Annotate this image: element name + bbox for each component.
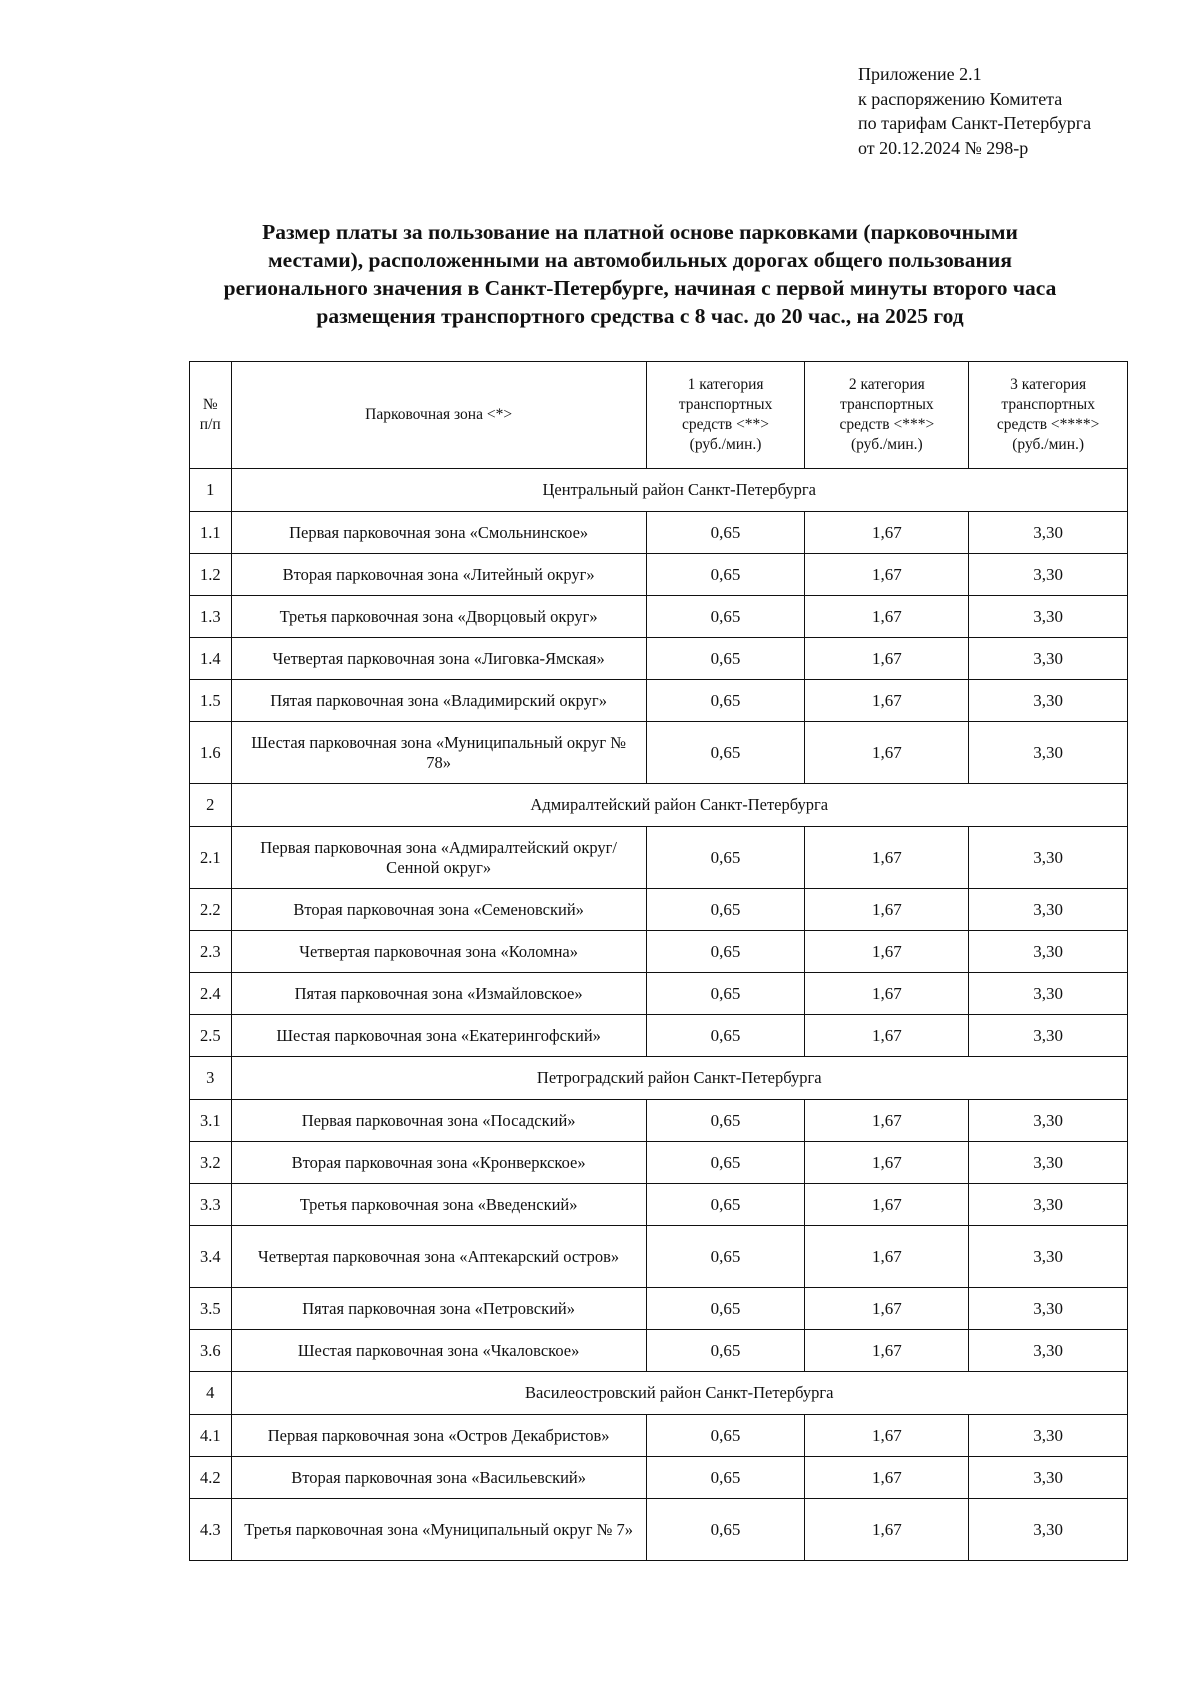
rate-category-3: 3,30 [969, 827, 1128, 889]
rate-category-3: 3,30 [969, 680, 1128, 722]
rate-category-1: 0,65 [646, 512, 805, 554]
row-number: 1.4 [190, 638, 232, 680]
rate-category-1: 0,65 [646, 554, 805, 596]
rate-category-3: 3,30 [969, 638, 1128, 680]
row-number: 3.3 [190, 1184, 232, 1226]
row-number: 3.5 [190, 1288, 232, 1330]
rate-category-1: 0,65 [646, 680, 805, 722]
rate-category-2: 1,67 [805, 1184, 969, 1226]
zone-name: Третья парковочная зона «Дворцовый округ» [231, 596, 646, 638]
rate-category-1: 0,65 [646, 638, 805, 680]
rate-category-1: 0,65 [646, 1226, 805, 1288]
row-number: 4.1 [190, 1415, 232, 1457]
header-number [190, 362, 232, 469]
rate-category-1: 0,65 [646, 1184, 805, 1226]
header-line: транспортных [840, 396, 934, 413]
district-name: Петроградский район Санкт-Петербурга [231, 1057, 1127, 1100]
table-row [190, 596, 1128, 638]
header-line: средств <****> [996, 416, 1100, 433]
rate-category-3: 3,30 [969, 1100, 1128, 1142]
zone-name: Шестая парковочная зона «Чкаловское» [231, 1330, 646, 1372]
row-number: 1.3 [190, 596, 232, 638]
rate-category-3: 3,30 [969, 1330, 1128, 1372]
header-line: 1 категория [687, 376, 764, 393]
row-number: 4.2 [190, 1457, 232, 1499]
header-number-line: п/п [199, 416, 221, 433]
row-number: 1.5 [190, 680, 232, 722]
zone-name: Третья парковочная зона «Введенский» [231, 1184, 646, 1226]
district-number: 1 [190, 469, 232, 512]
zone-name: Третья парковочная зона «Муниципальный округ № 7» [231, 1499, 646, 1561]
rate-category-2: 1,67 [805, 1457, 969, 1499]
rate-category-2: 1,67 [805, 1100, 969, 1142]
table-row [190, 1100, 1128, 1142]
title-line: регионального значения в Санкт-Петербурге, начиная с первой минуты второго часа [223, 276, 1057, 300]
title-line: Размер платы за пользование на платной основе парковками (парковочными [262, 220, 1018, 244]
table-row [190, 1288, 1128, 1330]
zone-name: Первая парковочная зона «Смольнинское» [231, 512, 646, 554]
header-line: средств <**> [682, 416, 770, 433]
rate-category-3: 3,30 [969, 596, 1128, 638]
rate-category-3: 3,30 [969, 1457, 1128, 1499]
rate-category-3: 3,30 [969, 889, 1128, 931]
row-number: 2.1 [190, 827, 232, 889]
zone-name: Вторая парковочная зона «Кронверкское» [231, 1142, 646, 1184]
table-row [190, 512, 1128, 554]
zone-name: Первая парковочная зона «Адмиралтейский округ/Сенной округ» [231, 827, 646, 889]
table-row [190, 827, 1128, 889]
zone-name: Четвертая парковочная зона «Лиговка-Ямская» [231, 638, 646, 680]
header-category-1 [646, 362, 805, 469]
rate-category-1: 0,65 [646, 596, 805, 638]
table-row [190, 1184, 1128, 1226]
rate-category-2: 1,67 [805, 827, 969, 889]
header-zone: Парковочная зона <*> [231, 362, 646, 469]
rate-category-3: 3,30 [969, 722, 1128, 784]
annex-line: по тарифам Санкт-Петербурга [858, 113, 1092, 133]
rate-category-2: 1,67 [805, 1226, 969, 1288]
header-line: транспортных [678, 396, 773, 413]
header-line: транспортных [1001, 396, 1095, 413]
header-line: (руб./мин.) [689, 436, 762, 453]
rate-category-1: 0,65 [646, 1015, 805, 1057]
zone-name: Пятая парковочная зона «Владимирский округ» [231, 680, 646, 722]
rate-category-2: 1,67 [805, 596, 969, 638]
row-number: 3.4 [190, 1226, 232, 1288]
district-row [190, 784, 1128, 827]
table-row [190, 973, 1128, 1015]
rate-category-1: 0,65 [646, 973, 805, 1015]
district-row [190, 1372, 1128, 1415]
annex-line: Приложение 2.1 [858, 64, 982, 84]
zone-name: Первая парковочная зона «Остров Декабристов» [231, 1415, 646, 1457]
rate-category-2: 1,67 [805, 554, 969, 596]
zone-name: Пятая парковочная зона «Измайловское» [231, 973, 646, 1015]
rate-category-1: 0,65 [646, 1457, 805, 1499]
row-number: 3.1 [190, 1100, 232, 1142]
header-number-line: № [202, 396, 218, 413]
rate-category-1: 0,65 [646, 722, 805, 784]
rate-category-2: 1,67 [805, 931, 969, 973]
title-line: местами), расположенными на автомобильных дорогах общего пользования [268, 248, 1012, 272]
row-number: 4.3 [190, 1499, 232, 1561]
rate-category-2: 1,67 [805, 1288, 969, 1330]
row-number: 3.2 [190, 1142, 232, 1184]
header-category-2 [805, 362, 969, 469]
table-row [190, 1015, 1128, 1057]
header-line: 3 категория [1010, 376, 1087, 393]
table-row [190, 680, 1128, 722]
district-name: Центральный район Санкт-Петербурга [231, 469, 1127, 512]
row-number: 1.6 [190, 722, 232, 784]
rate-category-1: 0,65 [646, 931, 805, 973]
table-row [190, 1499, 1128, 1561]
rate-category-3: 3,30 [969, 1499, 1128, 1561]
rate-category-1: 0,65 [646, 1415, 805, 1457]
row-number: 3.6 [190, 1330, 232, 1372]
rate-category-3: 3,30 [969, 931, 1128, 973]
table-header-row [190, 362, 1128, 469]
rate-category-3: 3,30 [969, 512, 1128, 554]
rate-category-3: 3,30 [969, 1184, 1128, 1226]
annex-reference [858, 62, 1091, 160]
rate-category-2: 1,67 [805, 512, 969, 554]
rate-category-3: 3,30 [969, 1288, 1128, 1330]
row-number: 2.4 [190, 973, 232, 1015]
table-row [190, 1330, 1128, 1372]
rate-category-1: 0,65 [646, 1100, 805, 1142]
rate-category-2: 1,67 [805, 889, 969, 931]
zone-name: Шестая парковочная зона «Муниципальный округ № 78» [231, 722, 646, 784]
header-line: 2 категория [848, 376, 925, 393]
table-row [190, 1457, 1128, 1499]
rate-category-3: 3,30 [969, 1142, 1128, 1184]
document-title [150, 218, 1130, 330]
rate-category-2: 1,67 [805, 1499, 969, 1561]
rate-category-2: 1,67 [805, 680, 969, 722]
district-row [190, 1057, 1128, 1100]
zone-name: Вторая парковочная зона «Семеновский» [231, 889, 646, 931]
rate-category-2: 1,67 [805, 1330, 969, 1372]
rate-category-3: 3,30 [969, 1415, 1128, 1457]
header-category-3 [969, 362, 1128, 469]
district-row [190, 469, 1128, 512]
rate-category-1: 0,65 [646, 1142, 805, 1184]
table-row [190, 1226, 1128, 1288]
zone-name: Первая парковочная зона «Посадский» [231, 1100, 646, 1142]
tariff-table [189, 361, 1128, 1561]
rate-category-1: 0,65 [646, 889, 805, 931]
rate-category-2: 1,67 [805, 973, 969, 1015]
rate-category-1: 0,65 [646, 827, 805, 889]
table-row [190, 931, 1128, 973]
table-row [190, 1415, 1128, 1457]
rate-category-2: 1,67 [805, 1415, 969, 1457]
annex-line: от 20.12.2024 № 298-р [858, 137, 1029, 158]
rate-category-2: 1,67 [805, 638, 969, 680]
header-line: средств <***> [839, 416, 935, 433]
rate-category-2: 1,67 [805, 1015, 969, 1057]
table-row [190, 638, 1128, 680]
zone-name: Четвертая парковочная зона «Коломна» [231, 931, 646, 973]
rate-category-3: 3,30 [969, 554, 1128, 596]
rate-category-3: 3,30 [969, 1015, 1128, 1057]
rate-category-3: 3,30 [969, 973, 1128, 1015]
rate-category-2: 1,67 [805, 722, 969, 784]
header-line: (руб./мин.) [850, 436, 923, 453]
row-number: 1.2 [190, 554, 232, 596]
district-number: 3 [190, 1057, 232, 1100]
district-number: 4 [190, 1372, 232, 1415]
rate-category-2: 1,67 [805, 1142, 969, 1184]
zone-name: Шестая парковочная зона «Екатерингофский» [231, 1015, 646, 1057]
district-number: 2 [190, 784, 232, 827]
rate-category-1: 0,65 [646, 1288, 805, 1330]
rate-category-3: 3,30 [969, 1226, 1128, 1288]
row-number: 1.1 [190, 512, 232, 554]
title-line: размещения транспортного средства с 8 час. до 20 час., на 2025 год [316, 304, 964, 328]
district-name: Адмиралтейский район Санкт-Петербурга [231, 784, 1127, 827]
zone-name: Четвертая парковочная зона «Аптекарский остров» [231, 1226, 646, 1288]
row-number: 2.2 [190, 889, 232, 931]
table-row [190, 722, 1128, 784]
zone-name: Вторая парковочная зона «Литейный округ» [231, 554, 646, 596]
zone-name: Пятая парковочная зона «Петровский» [231, 1288, 646, 1330]
table-row [190, 554, 1128, 596]
row-number: 2.5 [190, 1015, 232, 1057]
header-line: (руб./мин.) [1012, 436, 1085, 453]
row-number: 2.3 [190, 931, 232, 973]
rate-category-1: 0,65 [646, 1499, 805, 1561]
district-name: Василеостровский район Санкт-Петербурга [231, 1372, 1127, 1415]
zone-name: Вторая парковочная зона «Васильевский» [231, 1457, 646, 1499]
rate-category-1: 0,65 [646, 1330, 805, 1372]
table-row [190, 889, 1128, 931]
table-row [190, 1142, 1128, 1184]
annex-line: к распоряжению Комитета [858, 88, 1063, 109]
